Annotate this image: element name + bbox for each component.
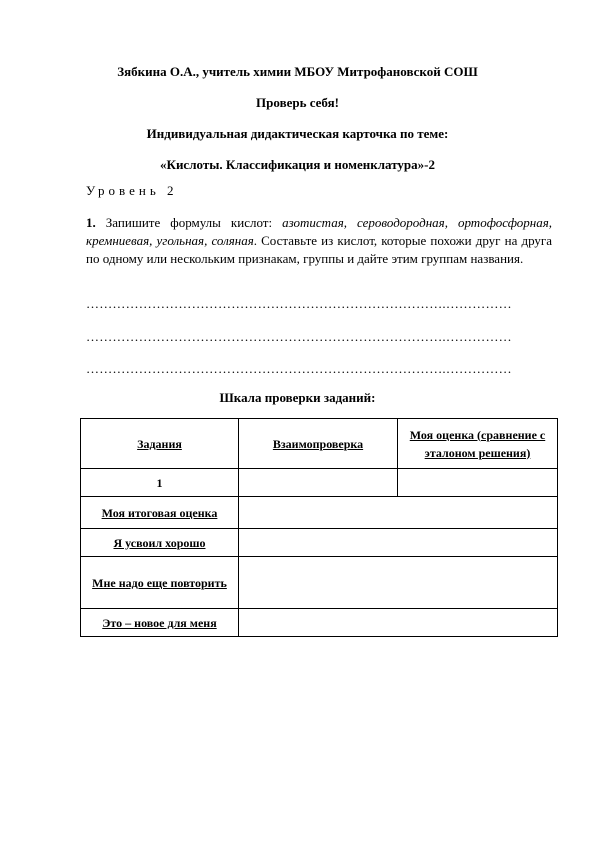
final-grade-input-cell[interactable]	[239, 497, 558, 529]
task-number: 1.	[86, 215, 96, 230]
card-title: Индивидуальная дидактическая карточка по теме:	[146, 126, 449, 141]
my-grade-input-cell[interactable]	[398, 469, 558, 497]
check-scale-table	[80, 418, 558, 637]
row-label-final-grade: Моя итоговая оценка	[81, 497, 239, 529]
table-row	[81, 609, 558, 637]
check-yourself-heading: Проверь себя!	[256, 95, 339, 110]
topic-title: «Кислоты. Классификация и номенклатура»-2	[160, 157, 435, 172]
task-intro: Запишите формулы кислот:	[95, 215, 283, 230]
table-row	[81, 469, 558, 497]
table-row	[81, 497, 558, 529]
level-label: Уровень 2	[86, 183, 178, 198]
scale-title: Шкала проверки заданий:	[219, 390, 376, 405]
header-cell-tasks: Задания	[81, 419, 239, 469]
header-cell-my-grade: Моя оценка (сравнение с эталоном решения)	[398, 419, 558, 469]
new-for-me-input-cell[interactable]	[239, 609, 558, 637]
task-acid-list: азотистая, сероводородная, ортофосфорная, кремниевая, угольная, соляная	[86, 215, 552, 248]
table-row	[81, 557, 558, 609]
table-header-row	[81, 419, 558, 469]
header-cell-peer-review: Взаимопроверка	[239, 419, 398, 469]
learned-well-input-cell[interactable]	[239, 529, 558, 557]
answer-line[interactable]: ……………………………………………………………………….……………	[86, 296, 512, 311]
table-row	[81, 529, 558, 557]
row-label-new-for-me: Это – новое для меня	[81, 609, 239, 637]
answer-line[interactable]: ……………………………………………………………………….……………	[86, 361, 512, 376]
row-label-learned-well: Я усвоил хорошо	[81, 529, 239, 557]
peer-review-input-cell[interactable]	[239, 469, 398, 497]
task-text	[86, 214, 552, 268]
task-number-cell: 1	[81, 469, 239, 497]
need-repeat-input-cell[interactable]	[239, 557, 558, 609]
author-line: Зябкина О.А., учитель химии МБОУ Митрофановской СОШ	[117, 64, 478, 79]
answer-line[interactable]: ……………………………………………………………………….……………	[86, 329, 512, 344]
task-instructions: . Составьте из кислот, которые похожи друг на друга по одному или нескольким признакам, группы и дайте этим группам названия.	[86, 233, 552, 266]
row-label-need-repeat: Мне надо еще повторить	[81, 557, 239, 609]
